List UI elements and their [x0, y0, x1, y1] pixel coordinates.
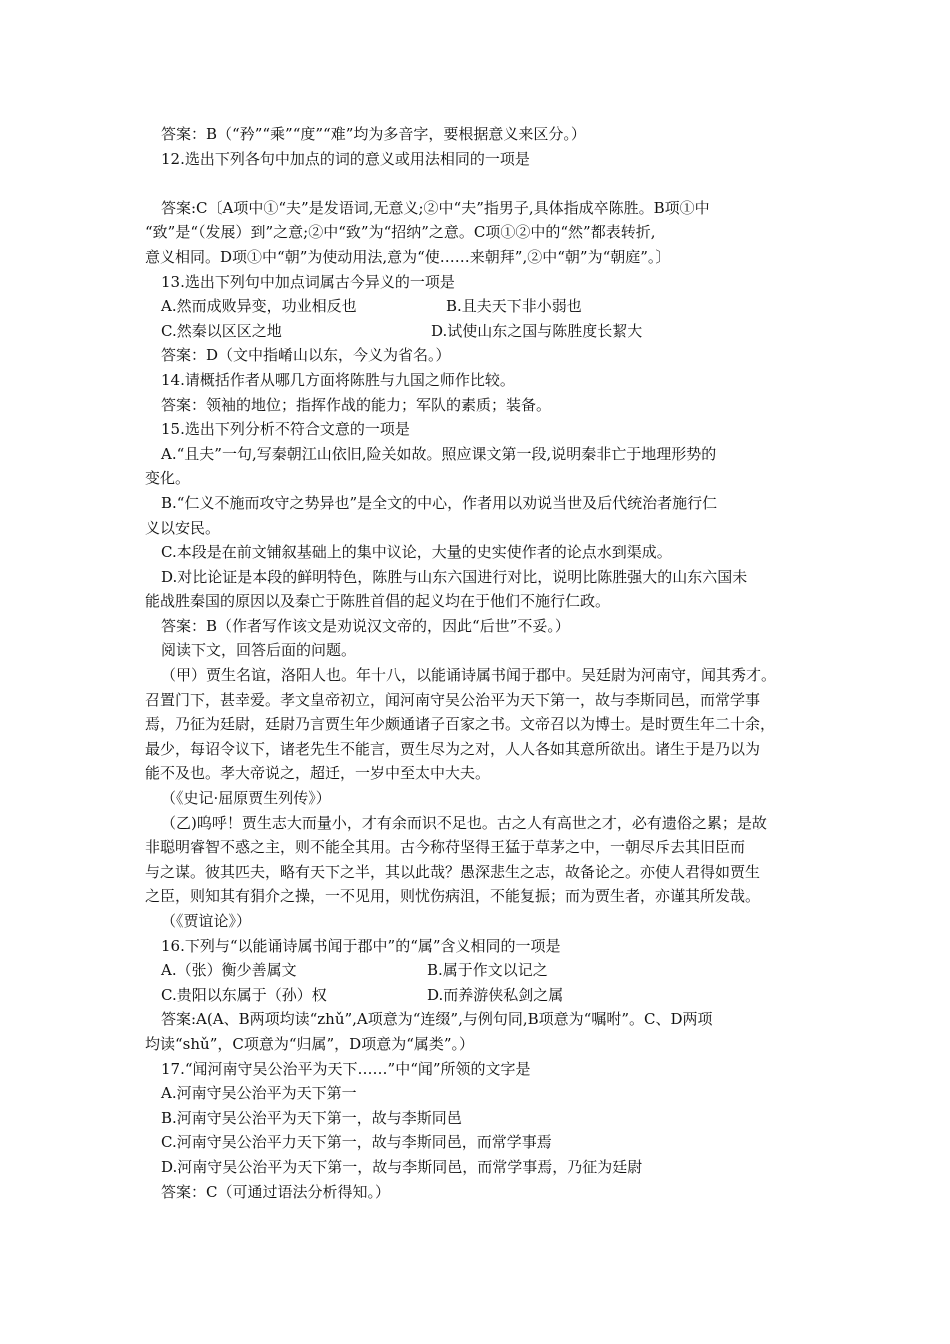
- option-b: B.河南守吴公治平为天下第一，故与李斯同邑: [161, 1108, 462, 1127]
- passage-a-source: （《史记·屈原贾生列传》）: [161, 789, 331, 808]
- option-b: B.且夫天下非小弱也: [446, 297, 582, 316]
- passage-b-source: （《贾谊论》）: [161, 912, 252, 930]
- option-c: C.贵阳以东属于（孙）权: [161, 985, 327, 1004]
- option-d: D.试使山东之国与陈胜度长絜大: [431, 321, 643, 340]
- answer-line: 均读“shǔ”，C项意为“归属”，D项意为“属类”。）: [145, 1034, 475, 1053]
- option-row: [145, 319, 815, 344]
- option-a: A.然而成败异变，功业相反也: [161, 297, 357, 316]
- option-row: [145, 983, 815, 1008]
- passage-a: （甲）贾生名谊，洛阳人也。年十八，以能诵诗属书闻于郡中。吴廷尉为河南守，闻其秀才。: [161, 666, 777, 685]
- passage-a: 能不及也。孝大帝说之，超迁，一岁中至太中大夫。: [145, 764, 491, 783]
- answer-line: 答案:C〔A项中①“夫”是发语词,无意义;②中“夫”指男子,具体指成卒陈胜。B项①中: [161, 198, 710, 217]
- option-a-cont: 变化。: [145, 469, 191, 488]
- question-13: 13.选出下列句中加点词属古今异义的一项是: [161, 272, 455, 291]
- reading-instruction: 阅读下文，回答后面的问题。: [161, 641, 357, 660]
- question-14: 14.请概括作者从哪几方面将陈胜与九国之师作比较。: [161, 370, 515, 389]
- passage-b: 之臣，则知其有狷介之操，一不见用，则忧伤病沮，不能复振；而为贾生者，亦谨其所发哉。: [145, 887, 761, 906]
- option-a: A.（张）衡少善属文: [161, 961, 297, 980]
- question-16: 16.下列与“以能诵诗属书闻于郡中”的“属”含义相同的一项是: [161, 936, 561, 955]
- answer-line: 答案：领袖的地位；指挥作战的能力；军队的素质；装备。: [161, 395, 552, 414]
- option-d-cont: 能战胜秦国的原因以及秦亡于陈胜首倡的起义均在于他们不施行仁政。: [145, 592, 611, 611]
- blank-gap: [145, 171, 815, 196]
- option-b: B.“仁义不施而攻守之势异也”是全文的中心，作者用以劝说当世及后代统治者施行仁: [161, 493, 718, 512]
- option-c: C.河南守吴公治平力天下第一，故与李斯同邑，而常学事焉: [161, 1133, 552, 1152]
- question-12: 12.选出下列各句中加点的词的意义或用法相同的一项是: [161, 149, 530, 168]
- answer-line: 答案：C（可通过语法分析得知。）: [161, 1182, 390, 1201]
- option-a: A.河南守吴公治平为天下第一: [161, 1084, 357, 1103]
- option-c: C.本段是在前文铺叙基础上的集中议论，大量的史实使作者的论点水到渠成。: [161, 543, 672, 562]
- passage-b: 与之谋。彼其匹夫，略有天下之半，其以此哉？愚深悲生之志，故备论之。亦使人君得如贾生: [145, 862, 761, 881]
- passage-b: 非聪明睿智不惑之主，则不能全其用。古今称苻坚得王猛于草茅之中，一朝尽斥去其旧臣而: [145, 838, 746, 857]
- question-15: 15.选出下列分析不符合文意的一项是: [161, 420, 410, 439]
- option-row: [145, 958, 815, 983]
- answer-line: 答案：B（作者写作该文是劝说汉文帝的，因此“后世”不妥。）: [161, 616, 570, 635]
- passage-b: （乙)呜呼！贾生志大而量小，才有余而识不足也。古之人有高世之才，必有遗俗之累；是故: [161, 813, 767, 832]
- option-b: B.属于作文以记之: [427, 961, 548, 980]
- option-c: C.然秦以区区之地: [161, 321, 282, 340]
- document-page: [145, 122, 815, 1204]
- passage-a: 召置门下，甚幸爱。孝文皇帝初立，闻河南守吴公治平为天下第一，故与李斯同邑，而常学事: [145, 690, 761, 709]
- option-row: [145, 294, 815, 319]
- answer-line: “致”是“（发展）到”之意;②中“致”为“招纳”之意。C项①②中的“然”都表转折,: [145, 223, 656, 242]
- answer-line: 意义相同。D项①中“朝”为使动用法,意为“使……来朝拜”,②中“朝”为“朝庭”。〕: [145, 247, 671, 266]
- passage-a: 焉，乃征为廷尉，廷尉乃言贾生年少颇通诸子百家之书。文帝召以为博士。是时贾生年二十余，: [145, 715, 776, 734]
- option-a: A.“且夫”一句,写秦朝江山依旧,险关如故。照应课文第一段,说明秦非亡于地理形势的: [161, 444, 717, 463]
- option-d: D.对比论证是本段的鲜明特色，陈胜与山东六国进行对比，说明比陈胜强大的山东六国未: [161, 567, 748, 586]
- option-b-cont: 义以安民。: [145, 518, 221, 537]
- answer-line: 答案：B（“矜”“乘”“度”“难”均为多音字，要根据意义来区分。）: [161, 125, 586, 143]
- question-17: 17.“闻河南守吴公治平为天下……”中“闻”所领的文字是: [161, 1059, 531, 1078]
- answer-line: 答案:A(A、B两项均读“zhǔ”,A项意为“连缀”,与例句同,B项意为“嘱咐”。C、D两项: [161, 1010, 713, 1029]
- option-d: D.河南守吴公治平为天下第一，故与李斯同邑，而常学事焉，乃征为廷尉: [161, 1157, 643, 1176]
- option-d: D.而养游侠私剑之属: [427, 985, 564, 1004]
- answer-line: 答案：D（文中指崤山以东，今义为省名。）: [161, 346, 451, 365]
- passage-a: 最少，每诏令议下，诸老先生不能言，贾生尽为之对，人人各如其意所欲出。诸生于是乃以为: [145, 739, 761, 758]
